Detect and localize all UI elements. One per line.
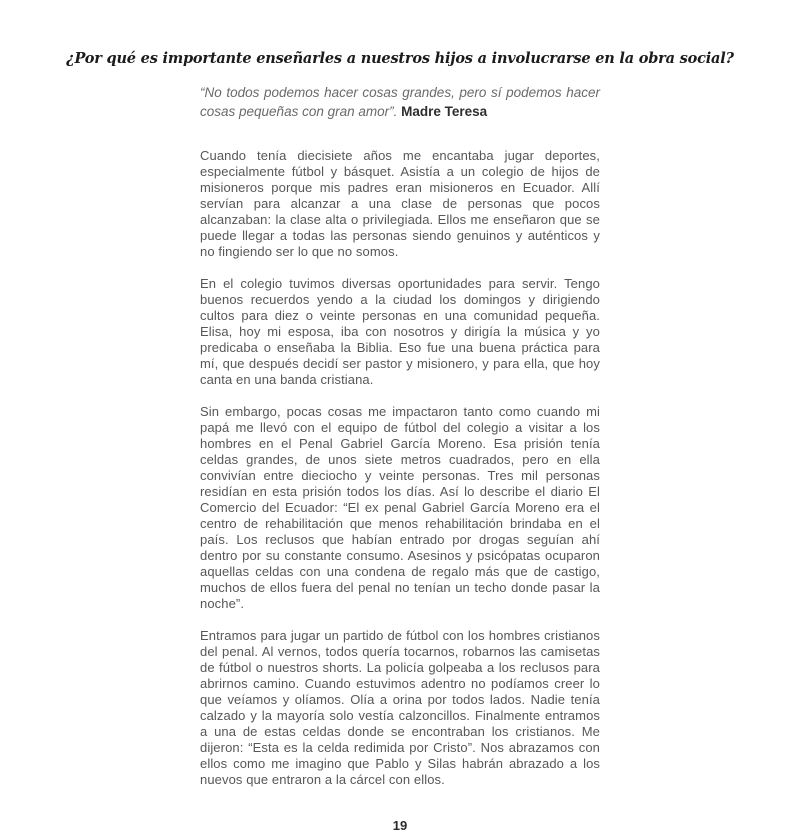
body-paragraph: Cuando tenía diecisiete años me encantaba jugar deportes, especialmente fútbol y básquet. Asistía a un colegio de hijos de misioneros porque mis padres eran misioneros en Ecuador. Allí servían para alcanzar a una clase de personas que pocos alcanzaban: la clase alta o privilegiada. Ellos me enseñaron que se puede llegar a todas las personas siendo genuinos y auténticos y no fingiendo ser lo que no somos. (200, 148, 600, 259)
page-number: 19 (392, 818, 408, 833)
epigraph-quote (200, 83, 600, 121)
quote-text: “No todos podemos hacer cosas grandes, pero sí podemos hacer cosas pequeñas con gran amor”. (200, 85, 600, 119)
body-paragraph: En el colegio tuvimos diversas oportunidades para servir. Tengo buenos recuerdos yendo a la ciudad los domingos y dirigiendo cultos para diez o veinte personas en una comunidad pequeña. Elisa, hoy mi esposa, iba con nosotros y dirigía la música y yo predicaba o enseñaba la Biblia. Eso fue una buena práctica para mí, que después decidí ser pastor y misionero, y para ella, que hoy canta en una banda cristiana. (200, 276, 600, 387)
book-page (66, 0, 734, 834)
body-paragraph: Sin embargo, pocas cosas me impactaron tanto como cuando mi papá me llevó con el equipo de fútbol del colegio a visitar a los hombres en el Penal Gabriel García Moreno. Esa prisión tenía celdas grandes, de unos siete metros cuadrados, pero en ella convivían entre dieciocho y veinte personas. Tres mil personas residían en esta prisión todos los días. Así lo describe el diario El Comercio del Ecuador: “El ex penal Gabriel García Moreno era el centro de rehabilitación que menos rehabilitación brindaba en el país. Los reclusos que habían entrado por drogas seguían ahí dentro por su constante consumo. Asesinos y psicópatas ocuparon aquellas celdas con una condena de regalo más que de castigo, muchos de ellos fuera del penal no tenían un techo donde pasar la noche”. (200, 404, 600, 611)
quote-author: Madre Teresa (401, 104, 488, 119)
body-text (200, 148, 600, 788)
body-paragraph: Entramos para jugar un partido de fútbol con los hombres cristianos del penal. Al vernos, todos quería tocarnos, robarnos las camisetas de fútbol o nuestros shorts. La policía golpeaba a los reclusos para abrirnos camino. Cuando estuvimos adentro no podíamos creer lo que veíamos y olíamos. Olía a orina por todos lados. Nadie tenía calzado y la mayoría solo vestía calzoncillos. Finalmente entramos a una de estas celdas donde se encontraban los cristianos. Me dijeron: “Esta es la celda redimida por Cristo”. Nos abrazamos con ellos como me imagino que Pablo y Silas habrán abrazado a los nuevos que entraron a la cárcel con ellos. (200, 628, 600, 787)
chapter-title: ¿Por qué es importante enseñarles a nuestros hijos a involucrarse en la obra social? (66, 50, 734, 67)
